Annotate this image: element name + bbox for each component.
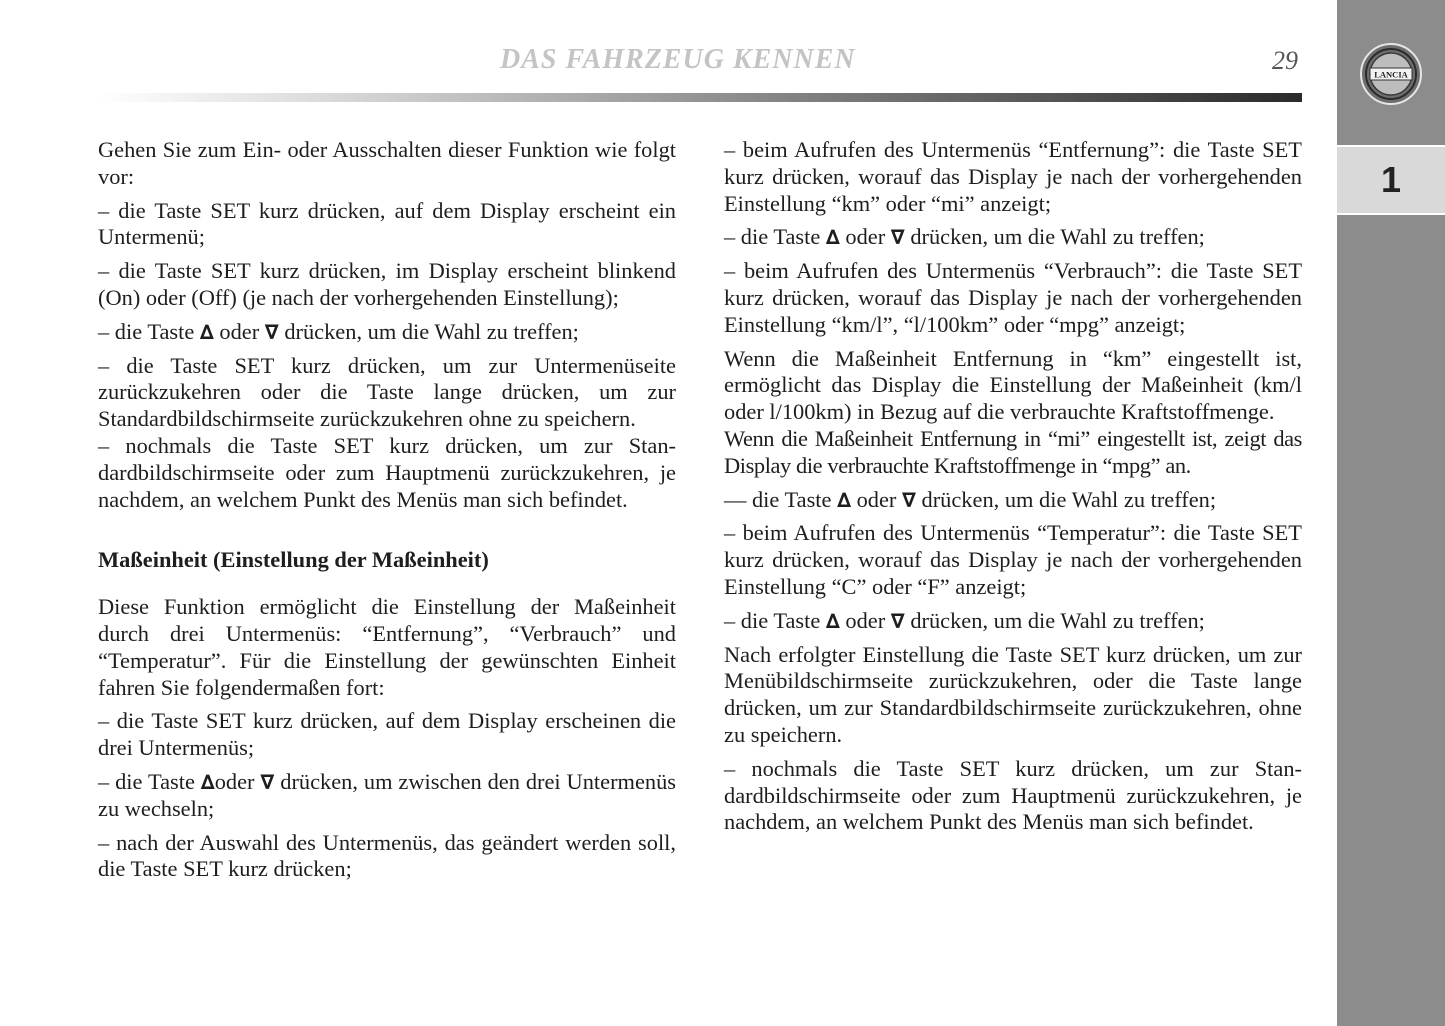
paragraph: – die Taste SET kurz drücken, auf dem Display erscheinen die drei Untermenüs; <box>98 708 676 761</box>
paragraph: Diese Funktion ermöglicht die Einstellung der Maßeinheit durch drei Untermenüs: “Entfernung”, “Verbrauch” und “Temperatur”. Für die Einstellung der gewünschten Einheit fahren Sie folgendermaßen fort: <box>98 594 676 700</box>
paragraph: – beim Aufrufen des Untermenüs “Entfernung”: die Taste SET kurz drücken, worauf das Display je nach der vorhergehenden Einstellung “km” oder “mi” anzeigt; <box>724 137 1302 216</box>
paragraph-with-glyphs: – die Taste ∆oder ∇ drücken, um zwischen den drei Untermenüs zu wechseln; <box>98 768 676 821</box>
up-triangle-icon: ∆ <box>825 225 840 250</box>
section-heading: Maßeinheit (Einstellung der Maßeinheit) <box>98 547 489 573</box>
paragraph: – die Taste SET kurz drücken, im Display erscheint blinkend (On) oder (Off) (je nach der vorhergehenden Einstellung); <box>98 258 676 310</box>
down-triangle-icon: ∇ <box>901 487 916 512</box>
chapter-number: 1 <box>1380 159 1402 200</box>
chapter-side-tab <box>1337 0 1445 1026</box>
up-triangle-icon: ∆ <box>837 487 851 512</box>
paragraph: Nach erfolgter Einstellung die Taste SET kurz drücken, um zur Menübildschirmseite zurückzukehren, oder die Taste lange drücken, um zur Standardbildschirmseite zurückzukehren, ohne zu speichern. <box>724 641 1302 747</box>
paragraph: Gehen Sie zum Ein- oder Ausschalten dieser Funktion wie folgt vor: <box>98 137 676 189</box>
paragraph: Wenn die Maßeinheit Entfernung in “km” eingestellt ist, ermöglicht das Display die Einstellung der Maßeinheit (km/l oder l/100km) in Bezug auf die verbrauchte Kraftstoffmenge. <box>724 345 1302 425</box>
paragraph: – nochmals die Taste SET kurz drücken, um zur Standardbildschirmseite oder zum Hauptmenü zurückzukehren, je nachdem, an welchem Punkt des Menüs man sich befindet. <box>98 432 676 512</box>
right-column <box>724 137 1302 843</box>
paragraph: – beim Aufrufen des Untermenüs “Temperatur”: die Taste SET kurz drücken, worauf das Display je nach der vorhergehenden Einstellung “C” oder “F” anzeigt; <box>724 520 1302 599</box>
up-triangle-icon: ∆ <box>199 319 214 344</box>
paragraph-with-glyphs: – die Taste ∆ oder ∇ drücken, um die Wahl zu treffen; <box>724 224 1205 250</box>
up-triangle-icon: ∆ <box>200 769 215 794</box>
paragraph-with-glyphs: – die Taste ∆ oder ∇ drücken, um die Wahl zu treffen; <box>724 607 1205 633</box>
up-triangle-icon: ∆ <box>825 608 840 633</box>
paragraph: – nochmals die Taste SET kurz drücken, um zur Standardbildschirmseite oder zum Hauptmenü zurückzukehren, je nachdem, an welchem Punkt des Menüs man sich befindet. <box>724 755 1302 835</box>
paragraph-with-glyphs: — die Taste ∆ oder ∇ drücken, um die Wahl zu treffen; <box>724 486 1217 512</box>
paragraph: – nach der Auswahl des Untermenüs, das geändert werden soll, die Taste SET kurz drücken; <box>98 829 676 882</box>
svg-text:LANCIA: LANCIA <box>1374 69 1408 80</box>
logo-area <box>1337 0 1445 140</box>
paragraph: Wenn die Maßeinheit Entfernung in “mi” eingestellt ist, zeigt das Display die verbrauchte Kraftstoffmenge in “mpg” an. <box>724 425 1302 478</box>
down-triangle-icon: ∇ <box>890 225 905 250</box>
paragraph: – die Taste SET kurz drücken, um zur Untermenüseite zurückzukehren oder die Taste lange drücken, um zur Standardbildschirmseite zurückzukehren ohne zu speichern. <box>98 352 676 432</box>
paragraph-with-glyphs: – die Taste ∆ oder ∇ drücken, um die Wahl zu treffen; <box>98 318 579 344</box>
paragraph: – beim Aufrufen des Untermenüs “Verbrauch”: die Taste SET kurz drücken, worauf das Display je nach der vorhergehenden Einstellung “km/l”, “l/100km” oder “mpg” anzeigt; <box>724 258 1302 337</box>
down-triangle-icon: ∇ <box>264 319 279 344</box>
lancia-logo-icon <box>1359 42 1423 106</box>
down-triangle-icon: ∇ <box>890 608 905 633</box>
page-number: 29 <box>1272 46 1298 75</box>
down-triangle-icon: ∇ <box>260 769 275 794</box>
section-title: DAS FAHRZEUG KENNEN <box>500 44 856 75</box>
paragraph: – die Taste SET kurz drücken, auf dem Display erscheint ein Untermenü; <box>98 197 676 250</box>
header-rule <box>98 93 1302 102</box>
chapter-tab-1[interactable] <box>1337 145 1445 215</box>
left-column <box>98 137 676 890</box>
